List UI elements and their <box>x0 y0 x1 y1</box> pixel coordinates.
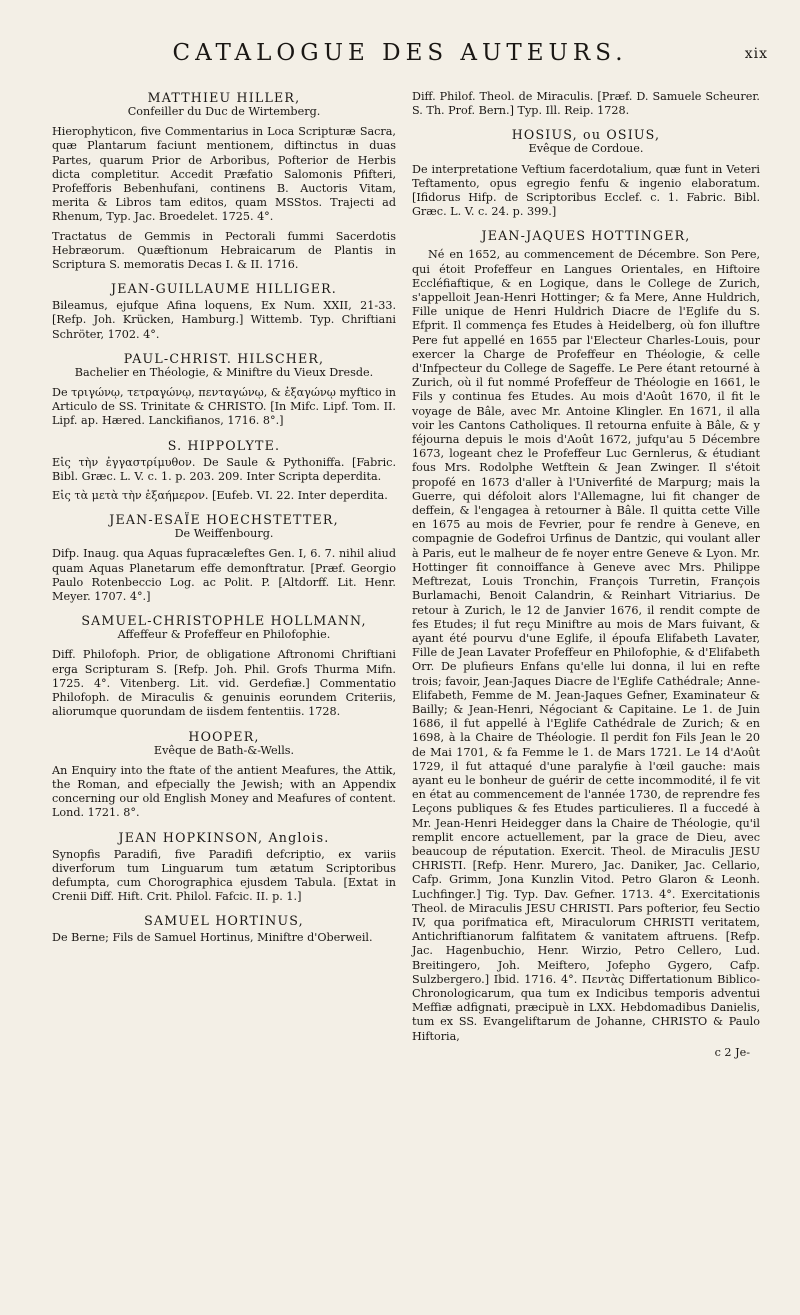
author-description: Evêque de Cordoue. <box>528 142 644 156</box>
bibliography-entry: Εἰς τὰ μετὰ τὴν ἑξαήμερον. [Eufeb. VI. 22. Inter deperdita. <box>52 489 388 503</box>
bibliography-entry: An Enquiry into the ftate of the antient Meafures, the Attik, the Roman, and efpecially the Jewish; with an Appendix concerning our old English Money and Meafures of content. Lond. 1721. 8°. <box>52 763 396 820</box>
author-heading: MATTHIEU HILLER, <box>147 90 301 105</box>
running-head: CATALOGUE DES AUTEURS. <box>172 40 628 66</box>
bibliography-entry: Diff. Philof. Theol. de Miraculis. [Præf. D. Samuele Scheurer. S. Th. Prof. Bern.] Typ. Ill. Reip. 1728. <box>412 90 760 118</box>
author-heading: PAUL-CHRIST. HILSCHER, <box>123 350 325 366</box>
right-column <box>412 90 760 1060</box>
bibliography-entry: Diff. Philofoph. Prior, de obligatione Aftronomi Chriftiani erga Scripturam S. [Refp. Joh. Phil. Grofs Thurma Mifn. 1725. 4°. Vitenberg. Lit. vid. Gerdefiæ.] Commentatio Philofoph. de Miraculis & genuinis eorundem Criteriis, aliorumque quorundam de iisdem fententiis. 1728. <box>52 648 396 719</box>
author-description: De Weiffenbourg. <box>174 527 274 541</box>
author-heading: JEAN HOPKINSON, Anglois. <box>118 829 330 845</box>
author-heading: HOOPER, <box>188 728 260 744</box>
bibliography-entry: De τριγώνῳ, τετραγώνῳ, πενταγώνῳ, & ἑξαγώνῳ myftico in Articulo de SS. Trinitate & CHRISTO. [In Mifc. Lipf. Tom. II. Lipf. ap. Hæred. Lanckifianos, 1716. 8°.] <box>52 386 396 428</box>
author-heading: JEAN-JAQUES HOTTINGER, <box>481 228 691 244</box>
bibliography-entry: Difp. Inaug. qua Aquas fupracæleftes Gen. I, 6. 7. nihil aliud quam Aquas Planetarum effe demonftratur. [Præf. Georgio Paulo Rotenbeccio Log. ac Polit. P. [Altdorff. Lit. Henr. Meyer. 1707. 4°.] <box>52 547 396 604</box>
author-description: Affeffeur & Profeffeur en Philofophie. <box>117 628 331 642</box>
author-heading: S. HIPPOLYTE. <box>167 437 281 453</box>
bibliography-entry: Hierophyticon, five Commentarius in Loca Scripturæ Sacra, quæ Plantarum faciunt mentionem, diftinctus in duas Partes, quarum Prior de Arboribus, Pofterior de Herbis dicta completitur. Accedit Præfatio Salomonis Pfifteri, Profefforis Bebenhufani, continens B. Auctoris Vitam, merita & Libros tam editos, quam MSStos. Trajecti ad Rhenum, Typ. Jac. Broedelet. 1725. 4°. <box>52 125 396 224</box>
bibliography-entry: De interpretatione Veftium facerdotalium, quæ funt in Veteri Teftamento, opus egregio fenfu & ingenio elaboratum. [Ifidorus Hifp. de Scriptoribus Ecclef. c. 1. Fabric. Bibl. Græc. L. V. c. 24. p. 399.] <box>412 162 760 219</box>
bibliography-entry: Εἰς τὴν ἐγγαστρίμυθον. De Saule & Pythoniffa. [Fabric. Bibl. Græc. L. V. c. 1. p. 203. 209. Inter Scripta deperdita. <box>52 455 396 483</box>
catchword: c 2 Je- <box>714 1045 750 1059</box>
bibliography-entry: Synopfis Paradifi, five Paradifi defcriptio, ex variis diverforum tum Linguarum tum ætatum Scriptoribus defumpta, cum Chorographica ejusdem Tabula. [Extat in Crenii Diff. Hift. Crit. Philol. Fafcic. II. p. 1.] <box>52 847 396 904</box>
author-heading: JEAN-ESAÏE HOECHSTETTER, <box>109 512 339 528</box>
left-column <box>52 90 396 951</box>
biography-text: Né en 1652, au commencement de Décembre. Son Pere, qui étoit Profeffeur en Langues Orientales, en Hiftoire Eccléfiaftique, & en Logique, dans le College de Zurich, s'appelloit Jean-Henri Hottinger; & fa Mere, Anne Huldrich, Fille unique de Henri Huldrich Diacre de l'Eglife du S. Efprit. Il commença fes Etudes à Heidelberg, où fon illuftre Pere fut appellé en 1655 par l'Electeur Charles-Louis, pour exercer la Charge de Profeffeur en Théologie, & celle d'Infpecteur du College de Sageffe. Le Pere étant retourné à Zurich, où il fut nommé Profeffeur de Théologie en 1661, le Fils y continua fes Etudes. Au mois d'Août 1670, il fit le voyage de Bâle, avec Mr. Antoine Klingler. En 1671, il alla voir les Cantons Catholiques. Il retourna enfuite à Bâle, & y féjourna depuis le mois d'Août 1672, jufqu'au 5 Décembre 1673, logeant chez le Profeffeur Luc Gernlerus, & étudiant fous Mrs. Rodolphe Wetftein & Jean Zwinger. Il s'étoit propofé en 1673 d'aller à l'Univerfité de Marpurg; mais la Guerre, qui défoloit alors l'Allemagne, lui fit changer de deffein, & l'engagea à retourner à Bâle. Il quitta cette Ville en 1675 au mois de Fevrier, pour fe rendre à Geneve, en compagnie de Godefroi Urfinus de Dantzic, qui voulant aller à Paris, eut le malheur de fe noyer entre Geneve & Lyon. Mr. Hottinger fit connoiffance à Geneve avec Mrs. Philippe Meftrezat, Louis Tronchin, François Turretin, François Burlamachi, Benoit Calandrin, & Reinhart Vitriarius. De retour à Zurich, le 12 de Janvier 1676, il rendit compte de fes Etudes; il fut reçu Miniftre au mois de Mars fuivant, & ayant été pourvu d'une Eglife, il époufa Elifabeth Lavater, Fille de Jean Lavater Profeffeur en Philofophie, & d'Elifabeth Orr. De plufieurs Enfans qu'elle lui donna, il lui en refte trois; favoir, Jean-Jaques Diacre de l'Eglife Cathédrale; Anne-Elifabeth, Femme de M. Jean-Jaques Gefner, Examinateur & Bailly; & Jean-Henri, Négociant & Capitaine. Le 1. de Juin 1686, il fut appellé à l'Eglife Cathédrale de Zurich; & en 1698, à la Chaire de Théologie. Il perdit fon Fils Jean le 20 de Mai 1701, & fa Femme le 1. de Mars 1721. Le 14 d'Août 1729, il fut attaqué d'une paralyfie à l'œil gauche: mais ayant eu le bonheur de guérir de cette incommodité, il fe vit en état au commencement de l'année 1730, de reprendre fes Leçons publiques & fes Etudes particulieres. Il a fuccedé à Mr. Jean-Henri Heidegger dans la Chaire de Théologie, qu'il remplit encore actuellement, par la grace de Dieu, avec beaucoup de réputation. Exercit. Theol. de Miraculis JESU CHRISTI. [Refp. Henr. Murero, Jac. Daniker, Jac. Cellario, Cafp. Grimm, Jona Kunzlin Vitod. Petro Glaron & Leonh. Luchfinger.] Tig. Typ. Dav. Gefner. 1713. 4°. Exercitationis Theol. de Miraculis JESU CHRISTI. Pars pofterior, feu Sectio IV, qua porifmatica eft, Miraculorum CHRISTI veritatem, Antichriftianorum falfitatem & vanitatem aftruens. [Refp. Jac. Hagenbuchio, Henr. Wirzio, Petro Cellero, Lud. Breitingero, Joh. Meiftero, Jofepho Gygero, Cafp. Sulzbergero.] Ibid. 1716. 4°. Πεντὰς Differtationum Biblico-Chronologicarum, qua tum ex Indicibus temporis adventui Meffiæ adfignati, præcipuè in LXX. Hebdomadibus Danielis, tum ex SS. Evangeliftarum de Johanne, CHRISTO & Paulo Hiftoria, <box>412 248 760 1043</box>
author-heading: SAMUEL-CHRISTOPHLE HOLLMANN, <box>81 613 367 629</box>
author-description: Bachelier en Théologie, & Miniftre du Vieux Dresde. <box>74 365 374 379</box>
author-heading: JEAN-GUILLAUME HILLIGER. <box>111 281 337 297</box>
author-description: Evêque de Bath-&-Wells. <box>153 743 295 757</box>
bibliography-entry: De Berne; Fils de Samuel Hortinus, Miniftre d'Oberweil. <box>52 931 373 945</box>
author-heading: HOSIUS, ou OSIUS, <box>511 127 661 143</box>
author-description: Confeiller du Duc de Wirtemberg. <box>127 105 321 118</box>
bibliography-entry: Tractatus de Gemmis in Pectorali fummi Sacerdotis Hebræorum. Quæftionum Hebraicarum de Plantis in Scriptura S. memoratis Decas I. & II. 1716. <box>52 229 396 272</box>
page-number: xix <box>744 46 768 62</box>
author-heading: SAMUEL HORTINUS, <box>144 913 304 929</box>
bibliography-entry: Bileamus, ejufque Afina loquens, Ex Num. XXII, 21-33. [Refp. Joh. Krücken, Hamburg.] Wittemb. Typ. Chriftiani Schröter, 1702. 4°. <box>52 299 396 341</box>
